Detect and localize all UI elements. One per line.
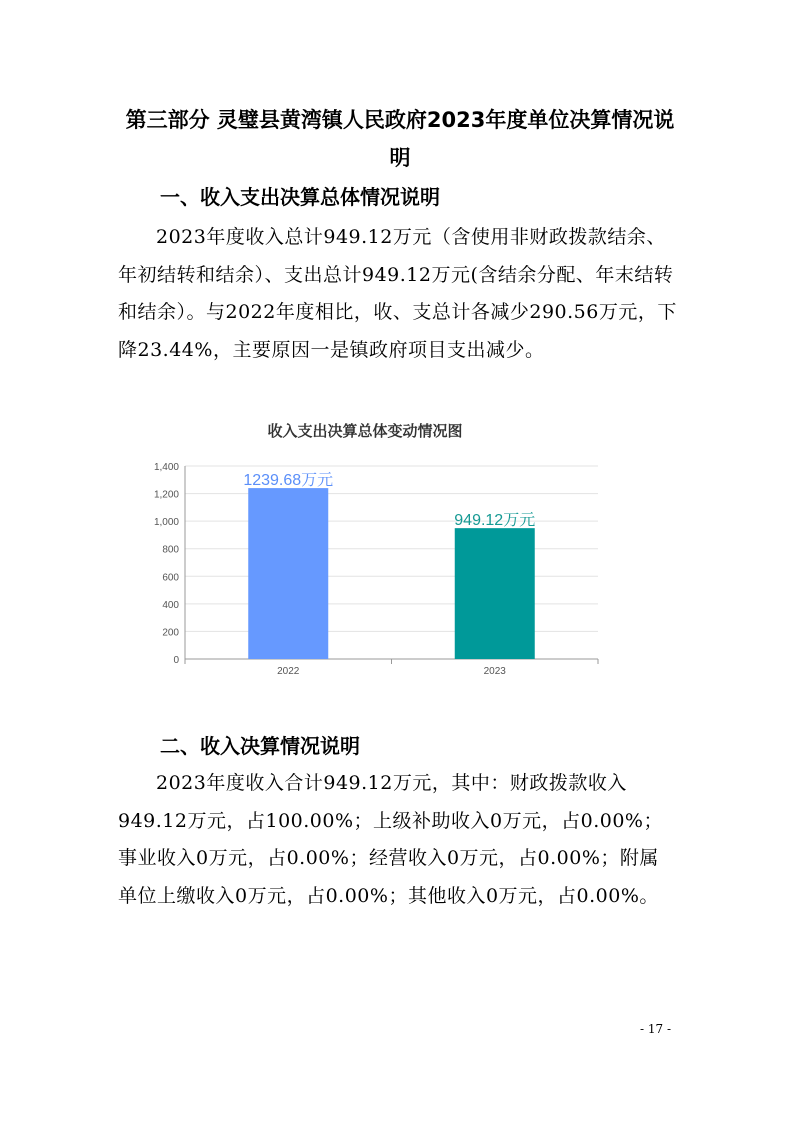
income-expense-chart xyxy=(120,410,610,685)
document-title-line2: 明 xyxy=(389,146,411,170)
page-number: - 17 - xyxy=(640,1022,672,1036)
bar xyxy=(248,488,328,659)
y-tick-label: 0 xyxy=(173,655,179,666)
y-tick-label: 200 xyxy=(162,627,179,639)
section1-paragraph xyxy=(118,219,678,369)
y-tick-label: 1,200 xyxy=(153,489,179,501)
chart-title: 收入支出决算总体变动情况图 xyxy=(267,422,463,440)
section2-paragraph xyxy=(118,765,678,915)
x-tick-label: 2023 xyxy=(483,666,506,677)
bar-data-label: 949.12万元 xyxy=(454,512,536,530)
bar xyxy=(455,528,535,659)
section2-paragraph-text: 2023年度收入合计949.12万元，其中：财政拨款收入949.12万元，占100.00%；上级补助收入0万元，占0.00%；事业收入0万元，占0.00%；经营收入0万元，占0.00%；附属单位上缴收入0万元，占0.00%；其他收入0万元，占0.00%。 xyxy=(118,772,663,907)
y-tick-label: 1,400 xyxy=(153,462,179,473)
y-tick-label: 600 xyxy=(162,572,179,584)
y-tick-label: 800 xyxy=(162,544,179,556)
bar-data-label: 1239.68万元 xyxy=(243,472,334,490)
section2-heading: 二、收入决算情况说明 xyxy=(160,734,360,758)
y-tick-label: 1,000 xyxy=(153,517,179,529)
document-title-line1: 第三部分 灵璧县黄湾镇人民政府2023年度单位决算情况说 xyxy=(125,108,675,132)
section1-paragraph-text: 2023年度收入总计949.12万元（含使用非财政拨款结余、年初结转和结余）、支出总计949.12万元(含结余分配、年末结转和结余）。与2022年度相比，收、支总计各减少290.56万元，下降23.44%，主要原因一是镇政府项目支出减少。 xyxy=(118,226,677,361)
y-tick-label: 400 xyxy=(162,599,179,611)
section1-heading: 一、收入支出决算总体情况说明 xyxy=(160,185,440,209)
chart-svg xyxy=(120,410,610,685)
x-tick-label: 2022 xyxy=(277,666,300,677)
